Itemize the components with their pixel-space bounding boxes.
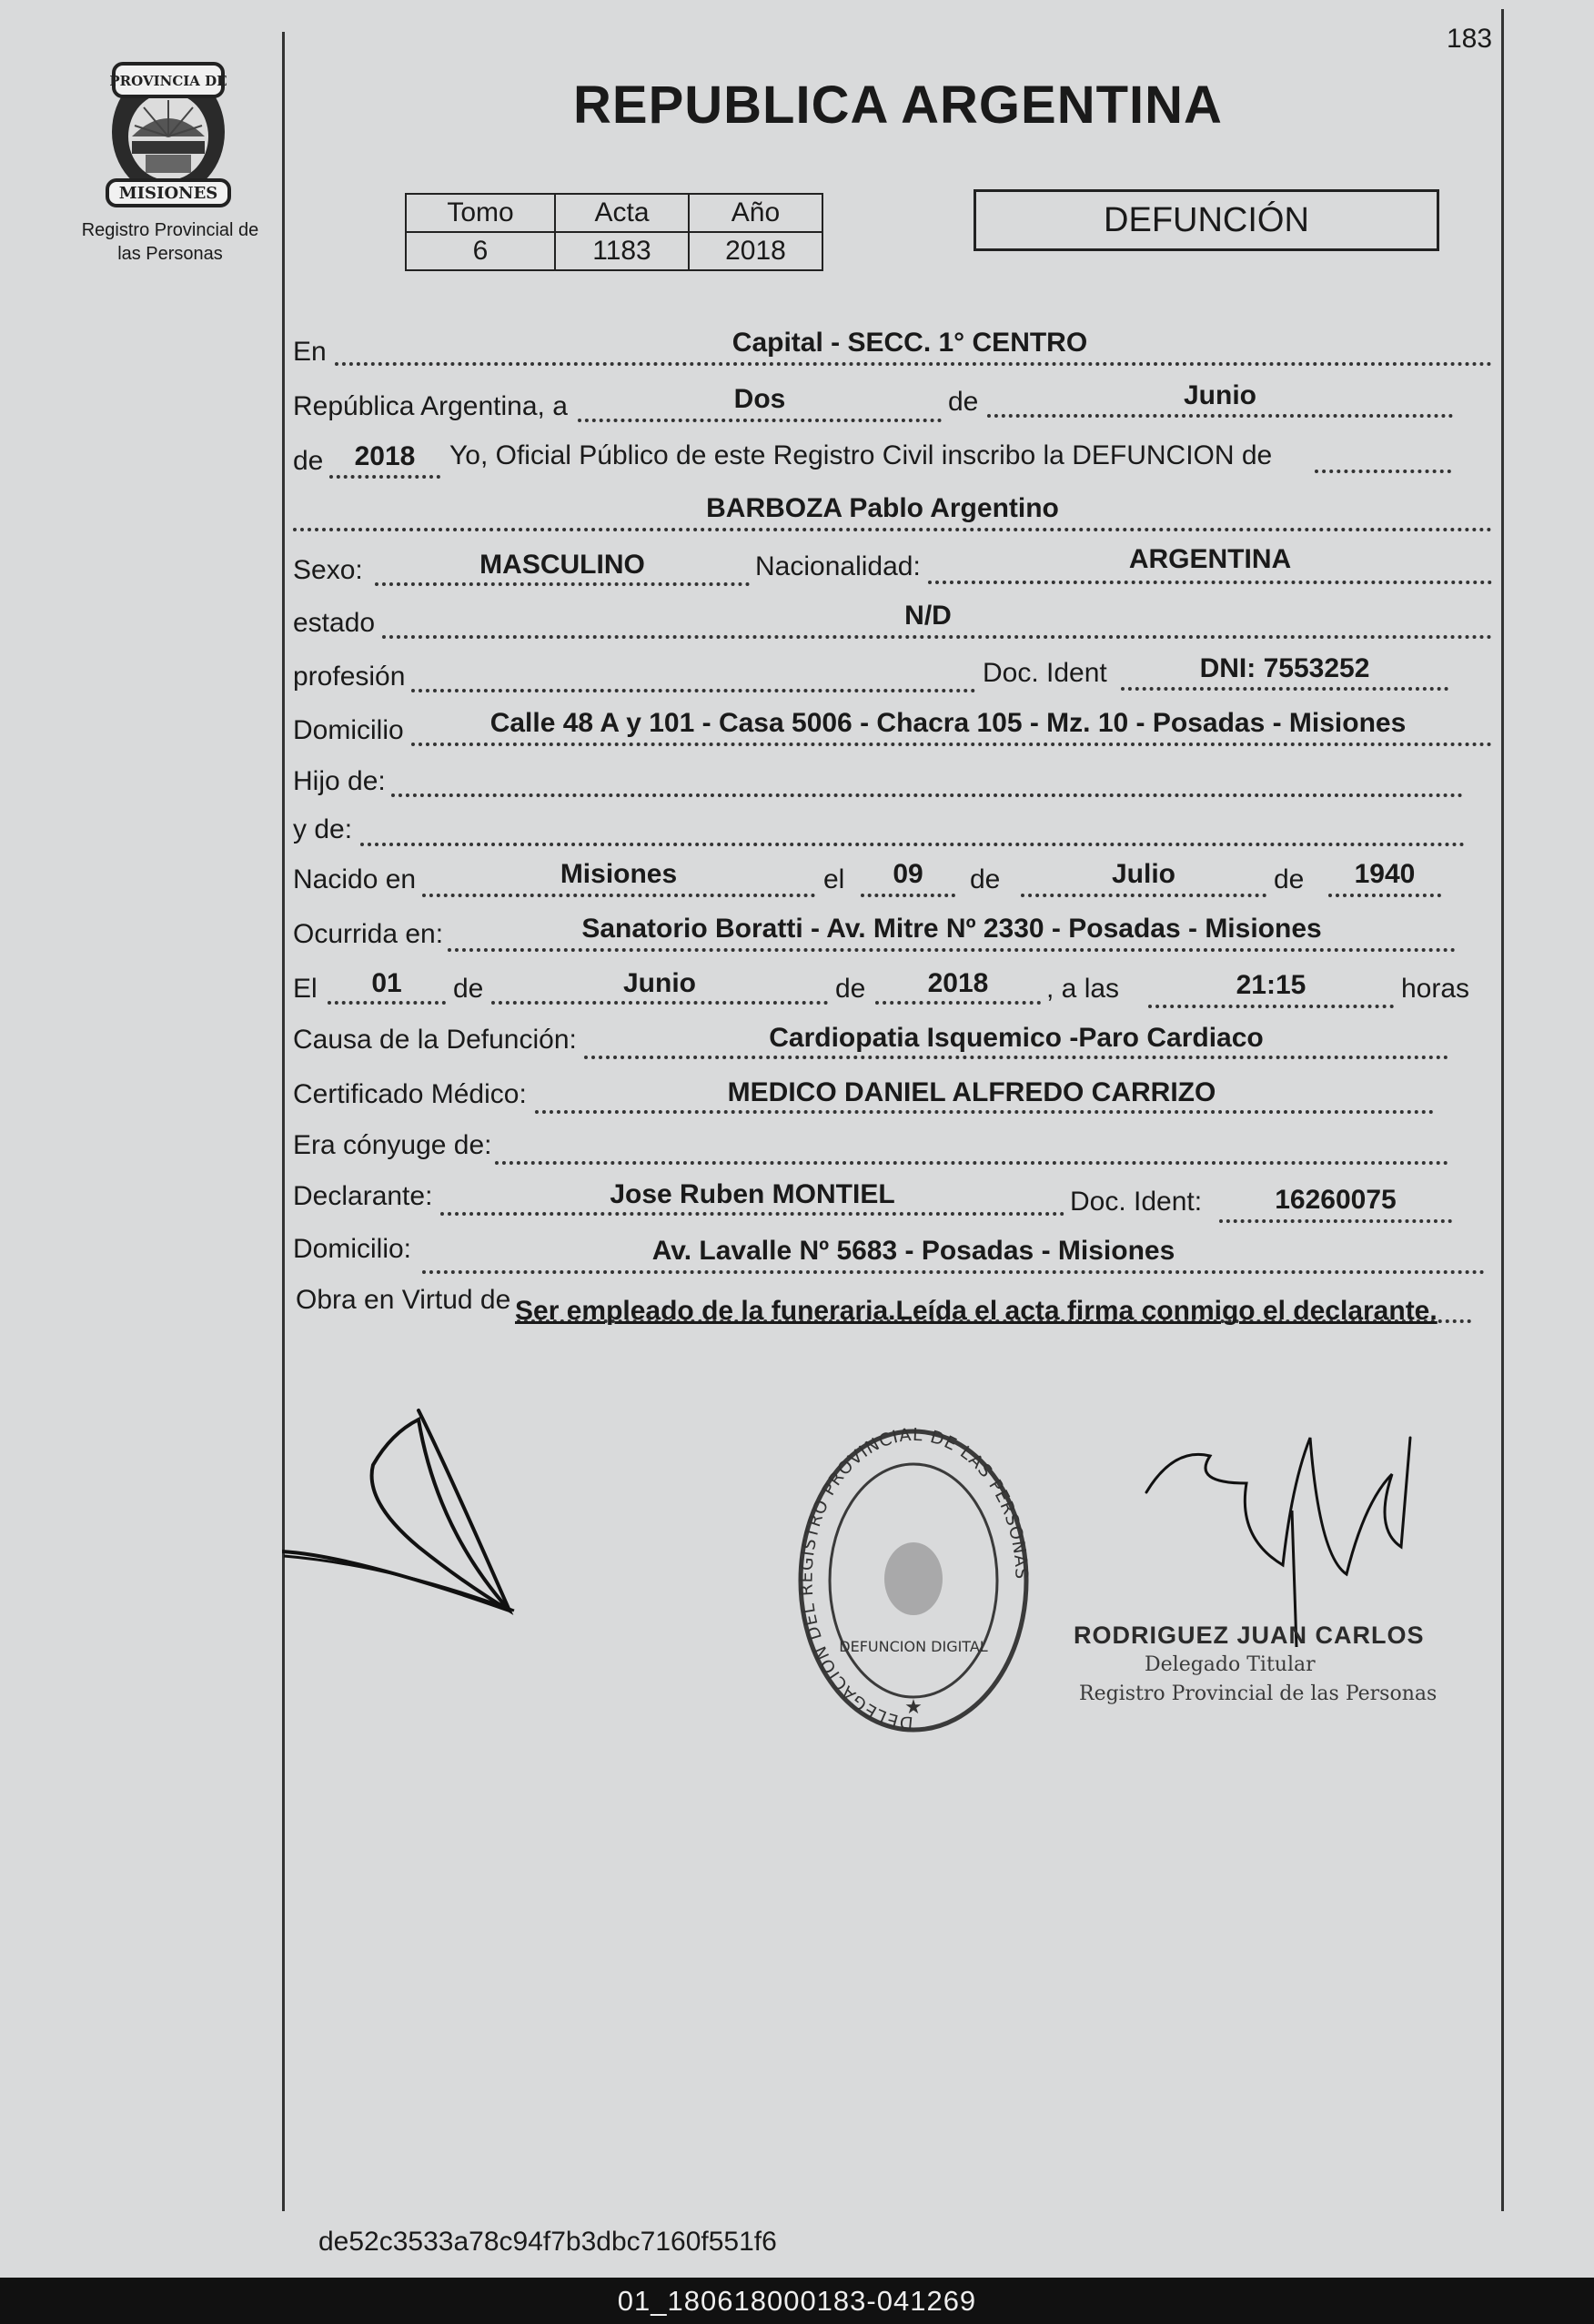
acta-header: Acta [555, 194, 689, 232]
nac-anio-value: 1940 [1354, 859, 1416, 889]
logo-bottom-text: MISIONES [118, 184, 218, 203]
doc-dotted-line [1121, 687, 1448, 691]
en-value: Capital - SECC. 1° CENTRO [731, 328, 1088, 358]
hora-value: 21:15 [1236, 970, 1306, 1000]
dia-dotted-line [578, 419, 942, 422]
nac-de-label-2: de [1274, 864, 1305, 894]
estado-dotted-line [382, 635, 1492, 639]
nacionalidad-value: ARGENTINA [1128, 544, 1292, 574]
declarante-value: Jose Ruben MONTIEL [610, 1179, 895, 1209]
doc-value: DNI: 7553252 [1199, 653, 1370, 683]
conyuge-dotted-line [495, 1161, 1448, 1165]
seal-outer-text: DELEGACION DEL REGISTRO PROVINCIAL DE LAS PERSONAS [796, 1424, 1032, 1733]
yo-dotted-line [1315, 470, 1451, 473]
seal-star-icon: ★ [904, 1695, 923, 1718]
causa-dotted-line [584, 1056, 1448, 1059]
certificado-dotted-line [535, 1110, 1434, 1114]
ocurrida-value: Sanatorio Boratti - Av. Mitre Nº 2330 - Posadas - Misiones [581, 914, 1322, 944]
causa-value: Cardiopatia Isquemico -Paro Cardiaco [769, 1023, 1264, 1053]
nombre-dotted-line [293, 528, 1492, 531]
causa-label: Causa de la Defunción: [293, 1025, 577, 1055]
domicilio2-value: Av. Lavalle Nº 5683 - Posadas - Misiones [651, 1236, 1175, 1266]
yo-text: Yo, Oficial Público de este Registro Civil inscribo la DEFUNCION de [449, 440, 1273, 470]
nombre-value: BARBOZA Pablo Argentino [706, 493, 1059, 523]
declarante-label: Declarante: [293, 1181, 433, 1211]
profesion-label: profesión [293, 662, 406, 692]
nac-el-label: el [823, 864, 845, 894]
conyuge-label: Era cónyuge de: [293, 1130, 492, 1160]
document-hash: de52c3533a78c94f7b3dbc7160f551f6 [318, 2227, 777, 2257]
tomo-value: 6 [406, 232, 555, 270]
de-label-2: de [293, 446, 324, 476]
nac-de-label-1: de [970, 864, 1001, 894]
nac-dia-value: 09 [893, 859, 923, 889]
page-number: 183 [1447, 24, 1493, 54]
doc2-dotted-line [1219, 1219, 1452, 1223]
anio-value: 2018 [354, 441, 416, 471]
certificado-value: MEDICO DANIEL ALFREDO CARRIZO [727, 1077, 1216, 1107]
republica-label: República Argentina, a [293, 391, 568, 421]
official-org: Registro Provincial de las Personas [1079, 1682, 1438, 1705]
domicilio-label: Domicilio [293, 715, 404, 745]
estado-value: N/D [904, 601, 952, 631]
nacionalidad-label: Nacionalidad: [755, 551, 921, 581]
doc2-label: Doc. Ident: [1070, 1187, 1203, 1217]
logo-caption-line2: las Personas [117, 244, 223, 264]
official-seal-stamp [793, 1424, 1034, 1738]
horas-label: horas [1401, 974, 1470, 1004]
domicilio-dotted-line [411, 743, 1492, 746]
declarant-signature [282, 1392, 537, 1620]
doc-label: Doc. Ident [983, 658, 1107, 688]
nac-mes-value: Julio [1111, 859, 1175, 889]
ocurrida-dotted-line [448, 948, 1456, 952]
def-anio-dotted-line [875, 1001, 1041, 1005]
estado-label: estado [293, 608, 376, 638]
anio-header: Año [689, 194, 822, 232]
sexo-dotted-line [375, 582, 750, 586]
def-dia-value: 01 [371, 968, 402, 998]
sexo-label: Sexo: [293, 555, 363, 585]
nac-dia-dotted-line [861, 894, 955, 897]
official-signature [1137, 1429, 1428, 1647]
ocurrida-label: Ocurrida en: [293, 919, 444, 949]
official-name: RODRIGUEZ JUAN CARLOS [1074, 1622, 1425, 1649]
document-title: REPUBLICA ARGENTINA [573, 76, 1223, 135]
logo-top-text: PROVINCIA DE [109, 73, 227, 89]
def-dia-dotted-line [328, 1001, 446, 1005]
obra-value: Ser empleado de la funeraria.Leída el acta firma conmigo el declarante. [515, 1296, 1438, 1326]
domicilio2-dotted-line [422, 1270, 1485, 1274]
dia-value: Dos [733, 384, 786, 414]
acta-value: 1183 [555, 232, 689, 270]
def-anio-value: 2018 [927, 968, 989, 998]
tomo-header: Tomo [406, 194, 555, 232]
hijo-label: Hijo de: [293, 766, 386, 796]
de-label-1: de [948, 387, 979, 417]
domicilio2-label: Domicilio: [293, 1234, 412, 1264]
misiones-coat-of-arms-logo [91, 45, 246, 209]
def-mes-dotted-line [491, 1001, 828, 1005]
seal-inner-text: DEFUNCION DIGITAL [839, 1638, 988, 1655]
registry-table [405, 193, 823, 271]
profesion-dotted-line [411, 689, 975, 692]
alas-label: , a las [1046, 974, 1120, 1004]
domicilio-value: Calle 48 A y 101 - Casa 5006 - Chacra 105 - Mz. 10 - Posadas - Misiones [489, 708, 1407, 738]
anio-value: 2018 [689, 232, 822, 270]
sexo-value: MASCULINO [479, 550, 645, 580]
en-label: En [293, 337, 327, 367]
nacido-dotted-line [422, 894, 815, 897]
left-margin-line [282, 32, 285, 2211]
logo-caption-line1: Registro Provincial de [81, 220, 259, 240]
nac-mes-dotted-line [1021, 894, 1266, 897]
nacido-label: Nacido en [293, 864, 417, 894]
certificado-label: Certificado Médico: [293, 1079, 527, 1109]
logo-caption [66, 218, 275, 266]
hora-dotted-line [1148, 1005, 1394, 1008]
mes-value: Junio [1184, 380, 1256, 410]
official-role: Delegado Titular [1145, 1653, 1316, 1676]
yde-dotted-line [360, 843, 1465, 846]
obra-label: Obra en Virtud de [296, 1285, 511, 1315]
nac-anio-dotted-line [1328, 894, 1441, 897]
def-de-label-1: de [453, 974, 484, 1004]
anio-dotted-line [329, 475, 440, 479]
doc2-value: 16260075 [1275, 1185, 1397, 1215]
nacido-value: Misiones [560, 859, 678, 889]
def-el-label: El [293, 974, 318, 1004]
nacionalidad-dotted-line [928, 581, 1492, 584]
def-mes-value: Junio [623, 968, 696, 998]
yde-label: y de: [293, 814, 353, 844]
hijo-dotted-line [391, 793, 1463, 797]
declarante-dotted-line [440, 1212, 1064, 1216]
right-margin-line [1501, 9, 1504, 2211]
def-de-label-2: de [835, 974, 866, 1004]
mes-dotted-line [987, 414, 1453, 418]
en-dotted-line [335, 362, 1492, 366]
record-type-box: DEFUNCIÓN [974, 189, 1439, 251]
footer-code-bar: 01_180618000183-041269 [0, 2278, 1594, 2324]
